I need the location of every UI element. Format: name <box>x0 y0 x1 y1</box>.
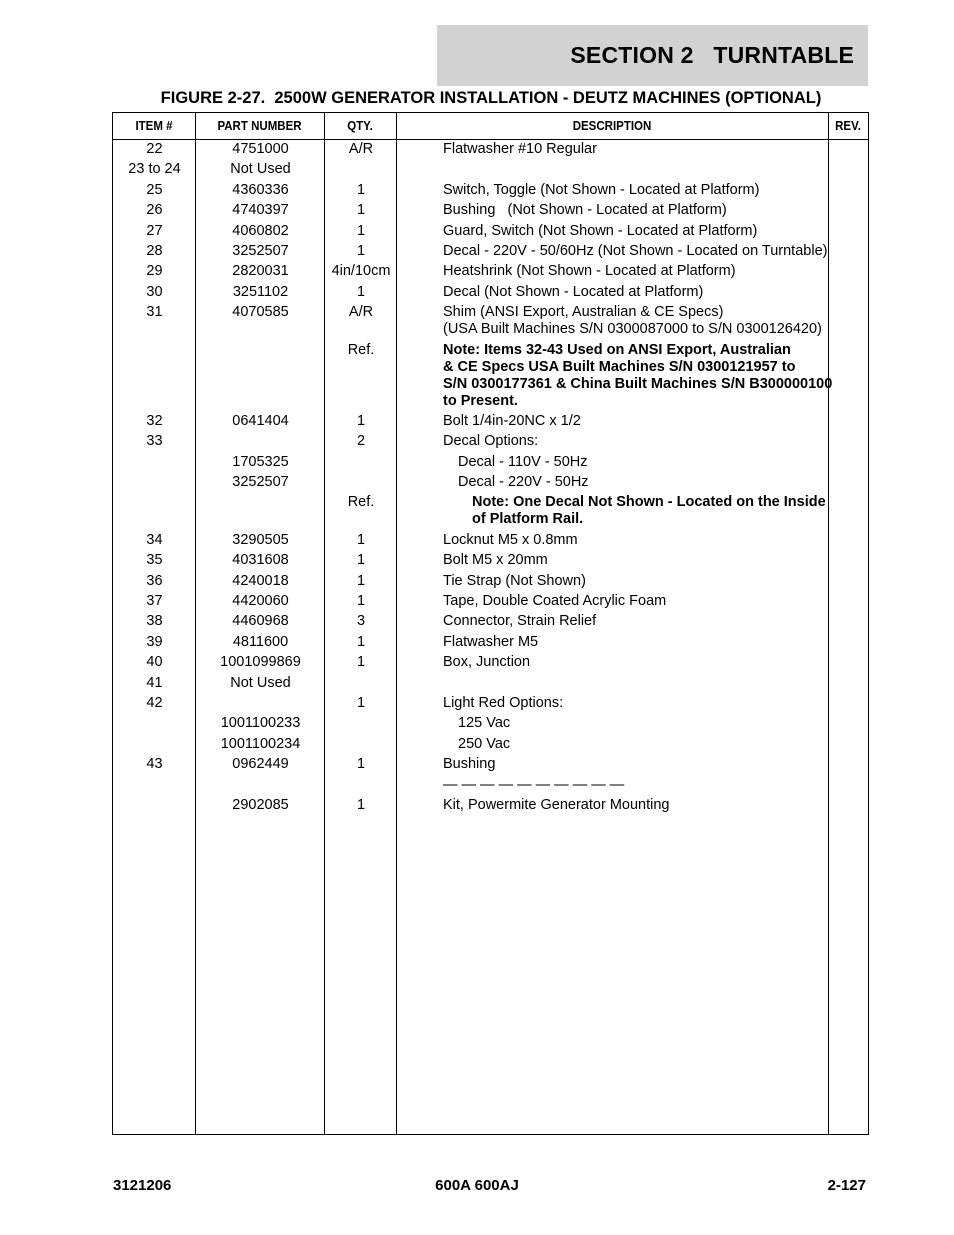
item-number-cell <box>113 494 196 528</box>
qty-cell: Ref. <box>347 494 375 511</box>
item-number-cell: 37 <box>146 593 163 610</box>
qty-cell: 1 <box>356 633 366 650</box>
item-number-cell: 30 <box>146 283 163 300</box>
qty-cell: 3 <box>356 613 366 630</box>
item-number-cell: 43 <box>146 756 163 773</box>
item-number-cell: 23 to 24 <box>128 161 181 178</box>
part-number-cell: 4420060 <box>232 593 289 610</box>
description-cell <box>397 593 817 610</box>
part-number-cell: Not Used <box>230 161 291 178</box>
table-row <box>113 715 868 732</box>
description-line: Bolt 1/4in-20NC x 1/2 <box>443 412 581 429</box>
item-number-cell <box>113 797 196 814</box>
part-number-cell: 1001100234 <box>220 735 301 752</box>
part-number-cell <box>196 342 325 410</box>
description-cell <box>397 715 817 732</box>
table-row <box>113 532 868 549</box>
table-body <box>113 141 868 817</box>
figure-title: FIGURE 2-27. 2500W GENERATOR INSTALLATION - DEUTZ MACHINES (OPTIONAL) <box>160 89 822 107</box>
item-number-cell: 29 <box>146 263 163 280</box>
part-number-cell <box>196 695 325 712</box>
description-line: Decal (Not Shown - Located at Platform) <box>443 283 704 300</box>
item-number-cell <box>113 474 196 491</box>
footer-model: 600A 600AJ <box>435 1177 519 1194</box>
item-number-cell <box>113 342 196 410</box>
part-number-cell: 4740397 <box>232 202 289 219</box>
part-number-cell: 1705325 <box>232 453 289 470</box>
part-number-cell: 4360336 <box>232 181 289 198</box>
description-line: Flatwasher M5 <box>443 633 539 650</box>
qty-cell: 4in/10cm <box>331 263 391 280</box>
qty-cell <box>325 675 397 692</box>
table-row <box>113 263 868 280</box>
item-number-cell: 36 <box>146 572 163 589</box>
qty-cell: 1 <box>356 283 366 300</box>
section-title: SECTION 2 TURNTABLE <box>570 42 854 68</box>
description-line: Decal Options: <box>443 433 539 450</box>
qty-cell: 1 <box>356 796 366 813</box>
header-divider <box>113 139 868 140</box>
qty-cell: 2 <box>356 433 366 450</box>
header-item: ITEM # <box>135 119 173 133</box>
qty-cell: 1 <box>356 593 366 610</box>
description-cell <box>397 695 817 712</box>
footer-page-number: 2-127 <box>827 1177 866 1194</box>
part-number-cell: 4070585 <box>232 304 289 321</box>
description-cell <box>397 341 833 410</box>
part-number-cell: 3251102 <box>232 283 289 300</box>
description-cell <box>397 552 817 569</box>
part-number-cell: 1001100233 <box>220 715 301 732</box>
qty-cell: Ref. <box>347 341 375 358</box>
description-line: (USA Built Machines S/N 0300087000 to S/N 0300126420) <box>443 321 822 338</box>
table-row <box>113 182 868 199</box>
table-row <box>113 161 868 178</box>
table-row <box>113 413 868 430</box>
description-cell <box>397 797 817 814</box>
description-line: Note: One Decal Not Shown - Located on the Inside <box>472 494 826 511</box>
description-cell <box>397 304 822 338</box>
qty-cell: A/R <box>348 141 374 157</box>
qty-cell: 1 <box>356 572 366 589</box>
table-row <box>113 736 868 753</box>
part-number-cell <box>196 433 325 450</box>
item-number-cell <box>113 777 196 794</box>
part-number-cell: 4811600 <box>232 633 289 650</box>
description-line: Box, Junction <box>443 654 531 671</box>
part-number-cell: 3252507 <box>232 474 289 491</box>
item-number-cell <box>113 715 196 732</box>
description-cell <box>397 242 828 260</box>
qty-cell: 1 <box>356 202 366 219</box>
table-row <box>113 634 868 651</box>
description-line: Shim (ANSI Export, Australian & CE Specs) <box>443 304 724 321</box>
description-line: Tie Strap (Not Shown) <box>443 572 586 589</box>
description-line: of Platform Rail. <box>472 511 584 528</box>
part-number-cell <box>196 494 325 528</box>
header-part-number: PART NUMBER <box>217 119 302 133</box>
table-row <box>113 433 868 450</box>
part-number-cell: 2820031 <box>232 263 289 280</box>
qty-cell <box>325 736 397 753</box>
table-row <box>113 777 868 794</box>
description-cell <box>397 223 817 240</box>
item-number-cell: 38 <box>146 613 163 630</box>
description-cell <box>397 573 817 590</box>
part-number-cell: 2902085 <box>232 796 289 813</box>
qty-cell: 1 <box>356 412 366 429</box>
table-row <box>113 695 868 712</box>
footer-doc-number: 3121206 <box>113 1177 172 1194</box>
description-line: 125 Vac <box>458 715 511 732</box>
description-cell <box>397 141 817 158</box>
description-line: Decal - 220V - 50Hz <box>458 474 589 491</box>
part-number-cell: 0962449 <box>232 756 289 773</box>
item-number-cell: 31 <box>146 304 163 321</box>
description-line: & CE Specs USA Built Machines S/N 0300121957 to <box>443 358 796 375</box>
qty-cell: 1 <box>356 756 366 773</box>
qty-cell: 1 <box>356 654 366 671</box>
item-number-cell: 41 <box>146 674 163 691</box>
description-line: to Present. <box>443 392 518 409</box>
table-row <box>113 593 868 610</box>
table-row <box>113 797 868 814</box>
part-number-cell: 4060802 <box>232 222 289 239</box>
part-number-cell: 4751000 <box>232 141 289 157</box>
description-line: Flatwasher #10 Regular <box>443 141 597 157</box>
header-description: DESCRIPTION <box>572 119 652 133</box>
table-row <box>113 243 868 260</box>
description-cell <box>397 182 817 199</box>
description-line: Switch, Toggle (Not Shown - Located at Platform) <box>443 181 760 198</box>
table-row <box>113 756 868 773</box>
table-row <box>113 613 868 630</box>
description-cell <box>397 263 817 280</box>
table-row <box>113 304 868 338</box>
description-line: Decal - 220V - 50/60Hz (Not Shown - Located on Turntable) <box>443 242 828 259</box>
qty-cell <box>325 715 397 732</box>
qty-cell: 1 <box>356 694 366 711</box>
description-line: 250 Vac <box>458 735 511 752</box>
item-number-cell: 35 <box>146 552 163 569</box>
qty-cell: 1 <box>356 242 366 259</box>
item-number-cell: 22 <box>146 141 163 157</box>
description-cell <box>397 756 817 773</box>
part-number-cell: 4460968 <box>232 613 289 630</box>
table-row <box>113 474 868 491</box>
item-number-cell: 28 <box>146 242 163 259</box>
item-number-cell <box>113 736 196 753</box>
part-number-cell: 1001099869 <box>220 654 301 671</box>
description-cell <box>397 284 817 301</box>
qty-cell <box>325 161 397 178</box>
description-cell <box>397 474 817 491</box>
qty-cell: 1 <box>356 531 366 548</box>
description-line: Bushing <box>443 756 496 773</box>
item-number-cell: 33 <box>146 433 163 450</box>
table-row <box>113 454 868 471</box>
table-row <box>113 141 868 158</box>
table-row <box>113 494 868 528</box>
description-line: Heatshrink (Not Shown - Located at Platform) <box>443 263 736 280</box>
description-cell <box>397 736 817 753</box>
description-cell <box>397 454 817 471</box>
description-cell <box>397 654 817 671</box>
qty-cell <box>325 454 397 471</box>
description-cell <box>397 532 817 549</box>
item-number-cell: 32 <box>146 412 163 429</box>
description-line <box>443 675 817 692</box>
description-cell <box>397 494 826 528</box>
description-line: Bushing (Not Shown - Located at Platform) <box>443 202 727 219</box>
description-cell <box>397 413 817 430</box>
qty-cell: A/R <box>348 304 374 321</box>
table-row <box>113 223 868 240</box>
part-number-cell: 4240018 <box>232 572 289 589</box>
item-number-cell: 40 <box>146 654 163 671</box>
qty-cell <box>325 777 397 794</box>
qty-cell: 1 <box>356 222 366 239</box>
item-number-cell: 42 <box>146 694 163 711</box>
description-line: Kit, Powermite Generator Mounting <box>443 796 670 813</box>
description-line <box>443 161 817 178</box>
table-row <box>113 552 868 569</box>
item-number-cell: 27 <box>146 222 163 239</box>
item-number-cell: 39 <box>146 633 163 650</box>
description-cell <box>397 777 817 794</box>
qty-cell <box>325 474 397 491</box>
description-cell <box>397 161 817 178</box>
item-number-cell: 34 <box>146 531 163 548</box>
table-row <box>113 284 868 301</box>
description-cell <box>397 634 817 651</box>
part-number-cell <box>196 777 325 794</box>
table-row <box>113 675 868 692</box>
description-line: Connector, Strain Relief <box>443 613 597 630</box>
description-line: Guard, Switch (Not Shown - Located at Platform) <box>443 222 758 239</box>
item-number-cell: 25 <box>146 181 163 198</box>
table-row <box>113 342 868 410</box>
description-cell <box>397 202 817 219</box>
part-number-cell: 0641404 <box>232 412 289 429</box>
header-rev: REV. <box>835 119 861 133</box>
description-line: Light Red Options: <box>443 694 564 711</box>
section-header <box>437 25 868 86</box>
qty-cell: 1 <box>356 552 366 569</box>
header-qty: QTY. <box>347 119 373 133</box>
table-row <box>113 573 868 590</box>
description-line: Decal - 110V - 50Hz <box>458 453 588 470</box>
description-cell <box>397 433 817 450</box>
item-number-cell: 26 <box>146 202 163 219</box>
table-row <box>113 654 868 671</box>
parts-table <box>112 112 869 1135</box>
description-line: Bolt M5 x 20mm <box>443 552 548 569</box>
table-row <box>113 202 868 219</box>
description-line: Locknut M5 x 0.8mm <box>443 531 578 548</box>
part-number-cell: 3290505 <box>232 531 289 548</box>
part-number-cell: 3252507 <box>232 242 289 259</box>
description-line: Tape, Double Coated Acrylic Foam <box>443 593 667 610</box>
description-cell <box>397 613 817 630</box>
part-number-cell: 4031608 <box>232 552 289 569</box>
description-line: Note: Items 32-43 Used on ANSI Export, Australian <box>443 341 791 358</box>
qty-cell: 1 <box>356 181 366 198</box>
description-cell <box>397 675 817 692</box>
description-line: — — — — — — — — — — <box>443 776 625 793</box>
description-line: S/N 0300177361 & China Built Machines S/N B300000100 <box>443 375 833 392</box>
part-number-cell: Not Used <box>230 674 291 691</box>
item-number-cell <box>113 454 196 471</box>
